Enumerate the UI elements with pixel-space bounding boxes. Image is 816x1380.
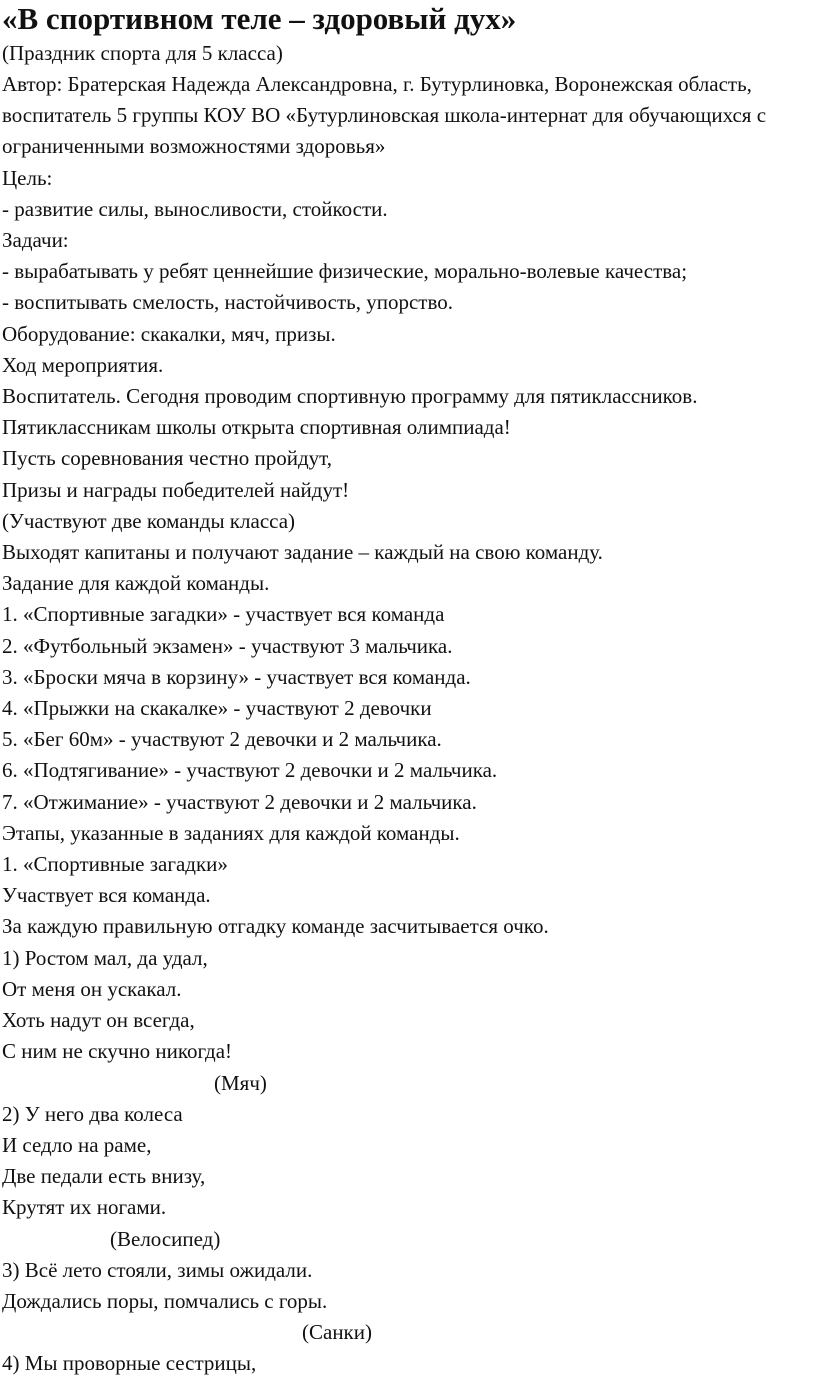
assignment-item: 6. «Подтягивание» - участвуют 2 девочки и 2 мальчика. — [2, 758, 498, 783]
task-item: - вырабатывать у ребят ценнейшие физические, морально-волевые качества; — [2, 259, 688, 284]
assignment-heading: Задание для каждой команды. — [2, 571, 270, 596]
task-item: - воспитывать смелость, настойчивость, упорство. — [2, 290, 453, 315]
author-paragraph: Автор: Братерская Надежда Александровна, г. Бутурлиновка, Воронежская область, воспитатель 5 группы КОУ ВО «Бутурлиновская школа-интернат для обучающихся с ограниченными возможностями здоровья» — [2, 72, 767, 159]
riddle-answer: (Велосипед) — [110, 1226, 221, 1251]
stages-heading: Этапы, указанные в заданиях для каждой команды. — [2, 820, 460, 845]
riddle-line: От меня он ускакал. — [2, 976, 182, 1001]
document-subtitle: (Праздник спорта для 5 класса) — [2, 41, 283, 65]
poem-line: Пусть соревнования честно пройдут, — [2, 446, 333, 471]
document-title: «В спортивном теле – здоровый дух» — [2, 1, 517, 36]
stage-rule: За каждую правильную отгадку команде засчитывается очко. — [2, 914, 549, 939]
riddle-line: С ним не скучно никогда! — [2, 1039, 233, 1064]
stage-title: 1. «Спортивные загадки» — [2, 852, 228, 877]
riddle-line: И седло на раме, — [2, 1132, 152, 1157]
riddle-line: Хоть надут он всегда, — [2, 1008, 195, 1033]
riddle-line: 4) Мы проворные сестрицы, — [2, 1351, 257, 1376]
poem-line: Пятиклассникам школы открыта спортивная олимпиада! — [2, 415, 511, 440]
poem-line: Призы и награды победителей найдут! — [2, 477, 350, 502]
assignment-item: 1. «Спортивные загадки» - участвует вся команда — [2, 602, 445, 627]
event-heading: Ход мероприятия. — [2, 352, 164, 377]
teacher-speech: Воспитатель. Сегодня проводим спортивную программу для пятиклассников. — [2, 384, 698, 409]
teams-note: (Участвуют две команды класса) — [2, 508, 296, 533]
riddle-line: 2) У него два колеса — [2, 1101, 183, 1126]
stage-participants: Участвует вся команда. — [2, 883, 211, 908]
equipment-line: Оборудование: скакалки, мяч, призы. — [2, 321, 336, 346]
goal-heading: Цель: — [2, 165, 53, 190]
assignment-item: 3. «Броски мяча в корзину» - участвует вся команда. — [2, 664, 471, 689]
assignment-item: 4. «Прыжки на скакалке» - участвуют 2 девочки — [2, 696, 432, 721]
assignment-item: 7. «Отжимание» - участвуют 2 девочки и 2 мальчика. — [2, 789, 477, 814]
riddle-line: Две педали есть внизу, — [2, 1164, 206, 1189]
captains-line: Выходят капитаны и получают задание – каждый на свою команду. — [2, 540, 603, 565]
tasks-heading: Задачи: — [2, 228, 69, 253]
goal-item: - развитие силы, выносливости, стойкости. — [2, 196, 388, 221]
riddle-answer: (Санки) — [302, 1320, 372, 1345]
riddle-line: 3) Всё лето стояли, зимы ожидали. — [2, 1257, 313, 1282]
riddle-line: Крутят их ногами. — [2, 1195, 167, 1220]
riddle-line: Дождались поры, помчались с горы. — [2, 1288, 328, 1313]
assignment-item: 5. «Бег 60м» - участвуют 2 девочки и 2 мальчика. — [2, 727, 442, 752]
riddle-line: 1) Ростом мал, да удал, — [2, 945, 208, 970]
riddle-answer: (Мяч) — [214, 1070, 267, 1095]
assignment-item: 2. «Футбольный экзамен» - участвуют 3 мальчика. — [2, 633, 453, 658]
document-page — [2, 0, 814, 1380]
